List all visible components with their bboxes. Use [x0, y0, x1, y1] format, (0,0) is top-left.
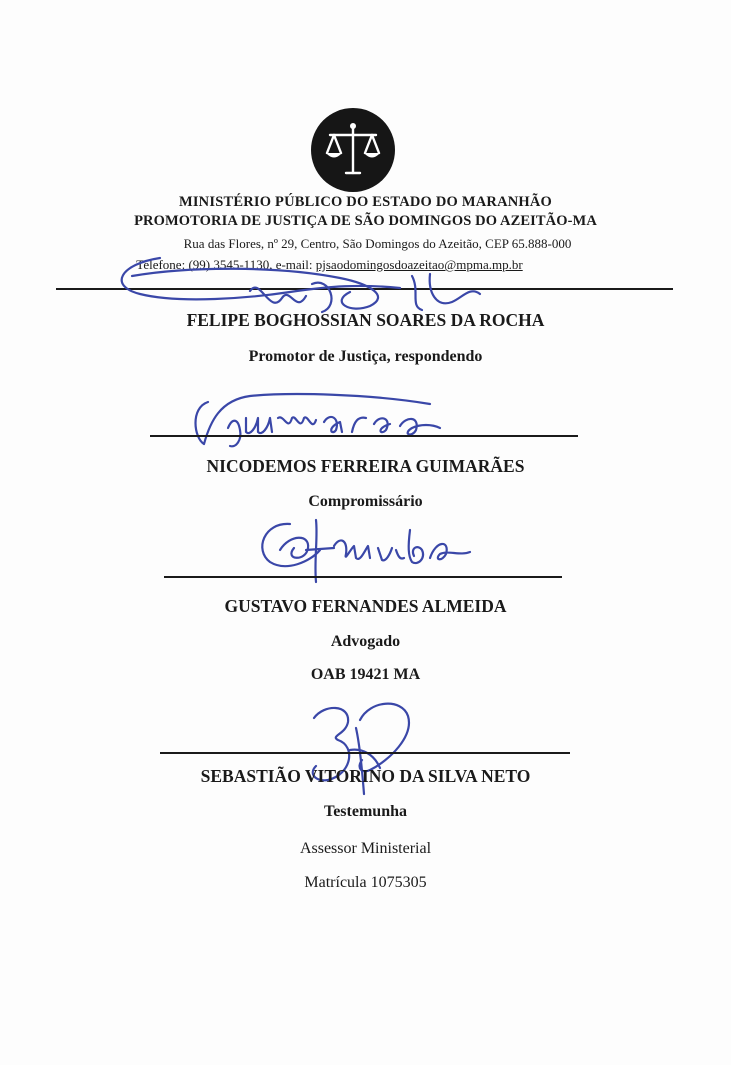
signatory-1-role: Promotor de Justiça, respondendo: [248, 348, 483, 365]
scales-of-justice-seal-icon: [310, 107, 396, 193]
signature-gustavo: [250, 510, 480, 590]
signature-line-2: [150, 435, 578, 437]
signatory-3-role: Advogado: [330, 633, 401, 650]
institution-name: MINISTÉRIO PÚBLICO DO ESTADO DO MARANHÃO: [178, 194, 553, 210]
office-address: Rua das Flores, nº 29, Centro, São Domingos do Azeitão, CEP 65.888-000: [183, 236, 572, 251]
signatory-2-name: NICODEMOS FERREIRA GUIMARÃES: [206, 456, 525, 476]
signatory-4-role: Testemunha: [324, 803, 407, 820]
signatory-4-position: Assessor Ministerial: [299, 840, 432, 857]
signatory-3-name: GUSTAVO FERNANDES ALMEIDA: [224, 596, 507, 616]
signatory-3-oab: OAB 19421 MA: [310, 666, 421, 683]
signatory-1-name: FELIPE BOGHOSSIAN SOARES DA ROCHA: [186, 310, 545, 330]
signatory-2-role: Compromissário: [308, 493, 423, 510]
office-name: PROMOTORIA DE JUSTIÇA DE SÃO DOMINGOS DO AZEITÃO-MA: [134, 213, 597, 229]
phone-text: Telefone: (99) 3545-1130, e-mail:: [136, 257, 316, 272]
signature-nicodemos: [180, 388, 480, 458]
signature-line-4: [160, 752, 570, 754]
signatory-4-registration: Matrícula 1075305: [304, 874, 427, 891]
email-link[interactable]: pjsaodomingosdoazeitao@mpma.mp.br: [315, 257, 523, 272]
signatory-4-name: SEBASTIÃO VITORINO DA SILVA NETO: [200, 766, 531, 786]
signature-line-3: [164, 576, 562, 578]
